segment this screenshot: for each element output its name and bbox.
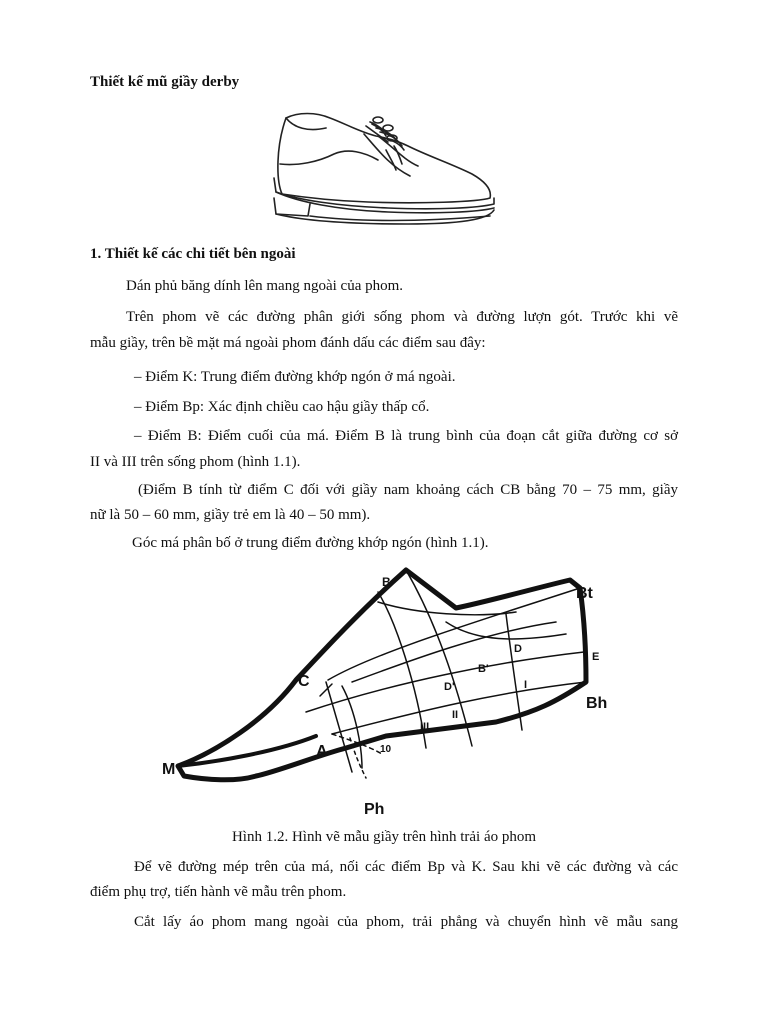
point-label-d-prime: D'	[444, 681, 455, 693]
angle-label-ten: 10	[380, 744, 392, 755]
line-label-ii: II	[452, 709, 459, 721]
document-title: Thiết kế mũ giầy derby	[90, 74, 240, 90]
point-label-b-prime: B'	[478, 663, 489, 675]
paragraph: (Điểm B tính từ điểm C đối với giầy nam khoảng cách CB bằng 70 – 75 mm, giầy	[138, 482, 678, 498]
paragraph: Dán phủ băng dính lên mang ngoài của phom.	[126, 278, 404, 294]
list-item: – Điểm B: Điểm cuối của má. Điểm B là trung bình của đoạn cắt giữa đường cơ sở	[134, 428, 678, 444]
list-item: – Điểm Bp: Xác định chiều cao hậu giầy thấp cổ.	[134, 399, 430, 415]
paragraph: Trên phom vẽ các đường phân giới sống phom và đường lượn gót. Trước khi vẽ	[126, 309, 678, 325]
figure-caption: Hình 1.2. Hình vẽ mẫu giầy trên hình trải áo phom	[231, 829, 537, 845]
point-label-d: D	[514, 643, 522, 655]
point-label-e: E	[592, 651, 600, 663]
point-label-bh: Bh	[586, 695, 608, 712]
point-label-c: C	[298, 673, 310, 690]
point-label-b: B	[382, 575, 391, 589]
paragraph: mẫu giầy, trên bề mặt má ngoài phom đánh dấu các điểm sau đây:	[90, 335, 486, 351]
point-label-m: M	[162, 761, 176, 778]
point-label-ph: Ph	[364, 801, 385, 818]
line-label-i: I	[524, 679, 528, 691]
list-item: – Điểm K: Trung điểm đường khớp ngón ở má ngoài.	[134, 369, 456, 385]
paragraph: điểm phụ trợ, tiến hành vẽ mẫu trên phom.	[90, 884, 347, 900]
line-label-iii: III	[420, 721, 430, 733]
paragraph: Để vẽ đường mép trên của má, nối các điểm Bp và K. Sau khi vẽ các đường và các	[134, 859, 678, 875]
paragraph: Cắt lấy áo phom mang ngoài của phom, trải phẳng và chuyển hình vẽ mẫu sang	[134, 914, 678, 930]
point-label-a: A	[316, 743, 328, 760]
last-pattern-figure	[156, 562, 616, 820]
derby-shoe-illustration	[268, 106, 500, 230]
paragraph: nữ là 50 – 60 mm, giầy trẻ em là 40 – 50 mm).	[90, 507, 371, 523]
point-label-bt: Bt	[576, 585, 593, 602]
paragraph: Góc má phân bố ở trung điểm đường khớp ngón (hình 1.1).	[132, 535, 489, 551]
section-heading: 1. Thiết kế các chi tiết bên ngoài	[90, 246, 296, 262]
list-item: II và III trên sống phom (hình 1.1).	[90, 454, 301, 470]
